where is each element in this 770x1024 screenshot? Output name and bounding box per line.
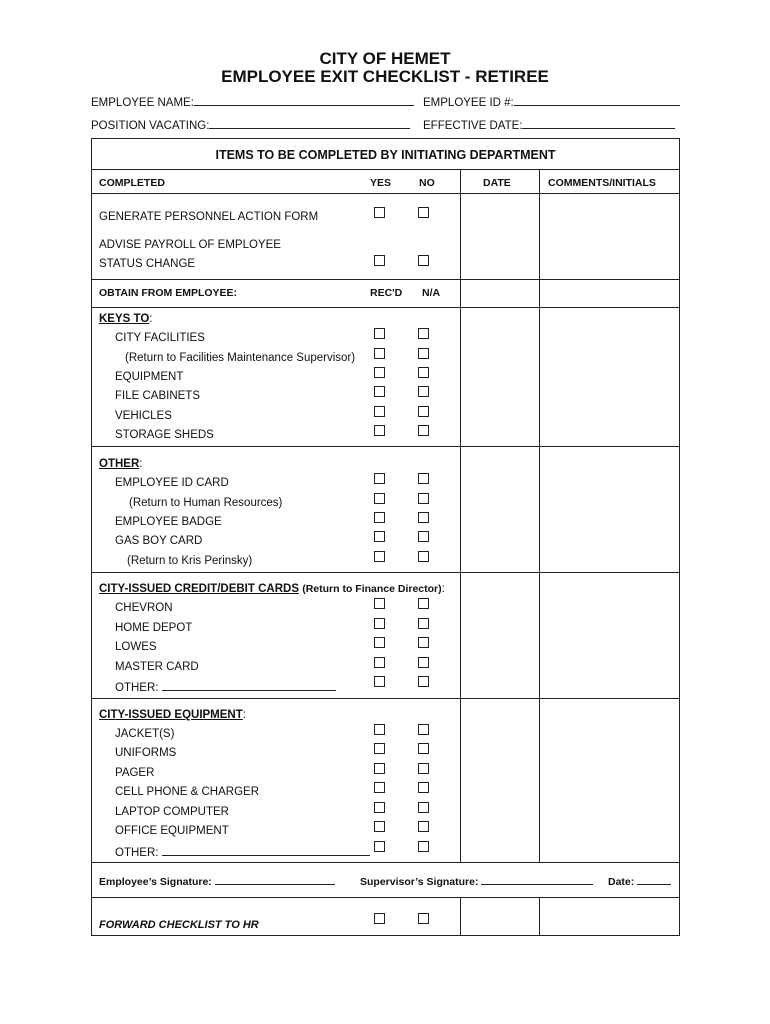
na-checkbox[interactable] <box>418 724 429 735</box>
key-file-cabinets: FILE CABINETS <box>115 390 200 402</box>
col-recd: REC'D <box>370 287 403 299</box>
col-completed: COMPLETED <box>99 177 165 189</box>
key-equipment: EQUIPMENT <box>115 371 184 383</box>
divider <box>92 897 679 898</box>
recd-checkbox[interactable] <box>374 657 385 668</box>
col-date: DATE <box>483 177 511 189</box>
recd-checkbox[interactable] <box>374 406 385 417</box>
na-checkbox[interactable] <box>418 657 429 668</box>
card-chevron: CHEVRON <box>115 602 173 614</box>
recd-checkbox[interactable] <box>374 821 385 832</box>
recd-checkbox[interactable] <box>374 802 385 813</box>
col-comments: COMMENTS/INITIALS <box>548 177 656 189</box>
task-advise-payroll: ADVISE PAYROLL OF EMPLOYEE <box>99 239 281 251</box>
equip-office: OFFICE EQUIPMENT <box>115 825 229 837</box>
yes-checkbox[interactable] <box>374 207 385 218</box>
employee-signature-line[interactable] <box>215 873 335 885</box>
recd-checkbox[interactable] <box>374 763 385 774</box>
equip-other: OTHER: <box>115 844 370 860</box>
equipment-heading: CITY-ISSUED EQUIPMENT: <box>99 709 246 721</box>
supervisor-signature-line[interactable] <box>481 873 593 885</box>
na-checkbox[interactable] <box>418 618 429 629</box>
na-checkbox[interactable] <box>418 551 429 562</box>
employee-signature[interactable]: Employee’s Signature: <box>99 873 335 889</box>
keys-heading: KEYS TO: <box>99 313 153 325</box>
key-storage-sheds: STORAGE SHEDS <box>115 429 214 441</box>
na-checkbox[interactable] <box>418 367 429 378</box>
na-checkbox[interactable] <box>418 425 429 436</box>
cards-heading: CITY-ISSUED CREDIT/DEBIT CARDS (Return to Finance Director): <box>99 583 445 595</box>
recd-checkbox[interactable] <box>374 367 385 378</box>
equip-pager: PAGER <box>115 767 155 779</box>
card-master-card: MASTER CARD <box>115 661 199 673</box>
employee-id-field[interactable] <box>423 94 680 110</box>
recd-checkbox[interactable] <box>374 531 385 542</box>
position-vacating-field[interactable] <box>91 117 410 133</box>
yes-checkbox[interactable] <box>374 913 385 924</box>
divider <box>460 169 461 862</box>
form-subtitle: EMPLOYEE EXIT CHECKLIST - RETIREE <box>221 67 549 86</box>
effective-date-label: EFFECTIVE DATE: <box>423 120 523 132</box>
signature-date[interactable]: Date: <box>608 873 671 889</box>
recd-checkbox[interactable] <box>374 743 385 754</box>
recd-checkbox[interactable] <box>374 493 385 504</box>
card-other-line[interactable] <box>162 679 336 691</box>
recd-checkbox[interactable] <box>374 328 385 339</box>
equip-other-line[interactable] <box>162 844 370 856</box>
card-lowes: LOWES <box>115 641 157 653</box>
employee-name-line[interactable] <box>194 94 414 106</box>
employee-id-label: EMPLOYEE ID #: <box>423 97 514 109</box>
na-checkbox[interactable] <box>418 493 429 504</box>
supervisor-signature[interactable]: Supervisor’s Signature: <box>360 873 593 889</box>
na-checkbox[interactable] <box>418 802 429 813</box>
na-checkbox[interactable] <box>418 328 429 339</box>
key-vehicles: VEHICLES <box>115 410 172 422</box>
divider <box>92 698 679 699</box>
position-vacating-label: POSITION VACATING: <box>91 120 210 132</box>
employee-id-line[interactable] <box>514 94 680 106</box>
na-checkbox[interactable] <box>418 743 429 754</box>
task-personnel-action: GENERATE PERSONNEL ACTION FORM <box>99 211 319 223</box>
employee-name-field[interactable] <box>91 94 414 110</box>
divider <box>92 307 679 308</box>
na-checkbox[interactable] <box>418 676 429 687</box>
other-employee-badge: EMPLOYEE BADGE <box>115 516 222 528</box>
na-checkbox[interactable] <box>418 406 429 417</box>
key-city-facilities-note: (Return to Facilities Maintenance Supervisor) <box>125 352 356 364</box>
other-heading: OTHER: <box>99 458 143 470</box>
equip-cell-phone: CELL PHONE & CHARGER <box>115 786 259 798</box>
equip-jackets: JACKET(S) <box>115 728 175 740</box>
position-vacating-line[interactable] <box>209 117 410 129</box>
na-checkbox[interactable] <box>418 782 429 793</box>
card-home-depot: HOME DEPOT <box>115 622 193 634</box>
obtain-from-employee: OBTAIN FROM EMPLOYEE: <box>99 287 238 299</box>
recd-checkbox[interactable] <box>374 841 385 852</box>
na-checkbox[interactable] <box>418 348 429 359</box>
recd-checkbox[interactable] <box>374 473 385 484</box>
recd-checkbox[interactable] <box>374 782 385 793</box>
equip-uniforms: UNIFORMS <box>115 747 177 759</box>
other-employee-id-card: EMPLOYEE ID CARD <box>115 477 229 489</box>
other-id-card-note: (Return to Human Resources) <box>129 497 283 509</box>
signature-date-line[interactable] <box>637 873 671 885</box>
divider <box>92 169 679 170</box>
no-checkbox[interactable] <box>418 255 429 266</box>
na-checkbox[interactable] <box>418 531 429 542</box>
employee-name-label: EMPLOYEE NAME: <box>91 97 194 109</box>
checklist-table <box>91 138 680 936</box>
equip-laptop: LAPTOP COMPUTER <box>115 806 229 818</box>
recd-checkbox[interactable] <box>374 551 385 562</box>
na-checkbox[interactable] <box>418 841 429 852</box>
col-yes: YES <box>370 177 392 189</box>
divider <box>92 446 679 447</box>
form-title: CITY OF HEMET <box>319 49 451 68</box>
na-checkbox[interactable] <box>418 598 429 609</box>
key-city-facilities: CITY FACILITIES <box>115 332 205 344</box>
recd-checkbox[interactable] <box>374 618 385 629</box>
divider <box>539 169 540 862</box>
divider <box>92 572 679 573</box>
na-checkbox[interactable] <box>418 473 429 484</box>
recd-checkbox[interactable] <box>374 724 385 735</box>
divider <box>460 897 461 936</box>
recd-checkbox[interactable] <box>374 676 385 687</box>
task-advise-payroll-2: STATUS CHANGE <box>99 258 196 270</box>
yes-checkbox[interactable] <box>374 255 385 266</box>
divider <box>92 193 679 194</box>
na-checkbox[interactable] <box>418 386 429 397</box>
card-other: OTHER: <box>115 679 336 695</box>
na-checkbox[interactable] <box>418 512 429 523</box>
divider <box>92 862 679 863</box>
recd-checkbox[interactable] <box>374 512 385 523</box>
recd-checkbox[interactable] <box>374 386 385 397</box>
divider <box>92 279 679 280</box>
na-checkbox[interactable] <box>418 637 429 648</box>
divider <box>539 897 540 936</box>
other-gas-boy-card: GAS BOY CARD <box>115 535 203 547</box>
col-no: NO <box>419 177 435 189</box>
na-checkbox[interactable] <box>418 821 429 832</box>
col-na: N/A <box>422 287 441 299</box>
effective-date-field[interactable] <box>423 117 675 133</box>
other-gas-boy-note: (Return to Kris Perinsky) <box>127 555 253 567</box>
effective-date-line[interactable] <box>522 117 675 129</box>
recd-checkbox[interactable] <box>374 637 385 648</box>
recd-checkbox[interactable] <box>374 598 385 609</box>
forward-to-hr: FORWARD CHECKLIST TO HR <box>99 919 259 931</box>
recd-checkbox[interactable] <box>374 425 385 436</box>
na-checkbox[interactable] <box>418 763 429 774</box>
no-checkbox[interactable] <box>418 913 429 924</box>
no-checkbox[interactable] <box>418 207 429 218</box>
recd-checkbox[interactable] <box>374 348 385 359</box>
section-title: ITEMS TO BE COMPLETED BY INITIATING DEPARTMENT <box>215 148 556 162</box>
